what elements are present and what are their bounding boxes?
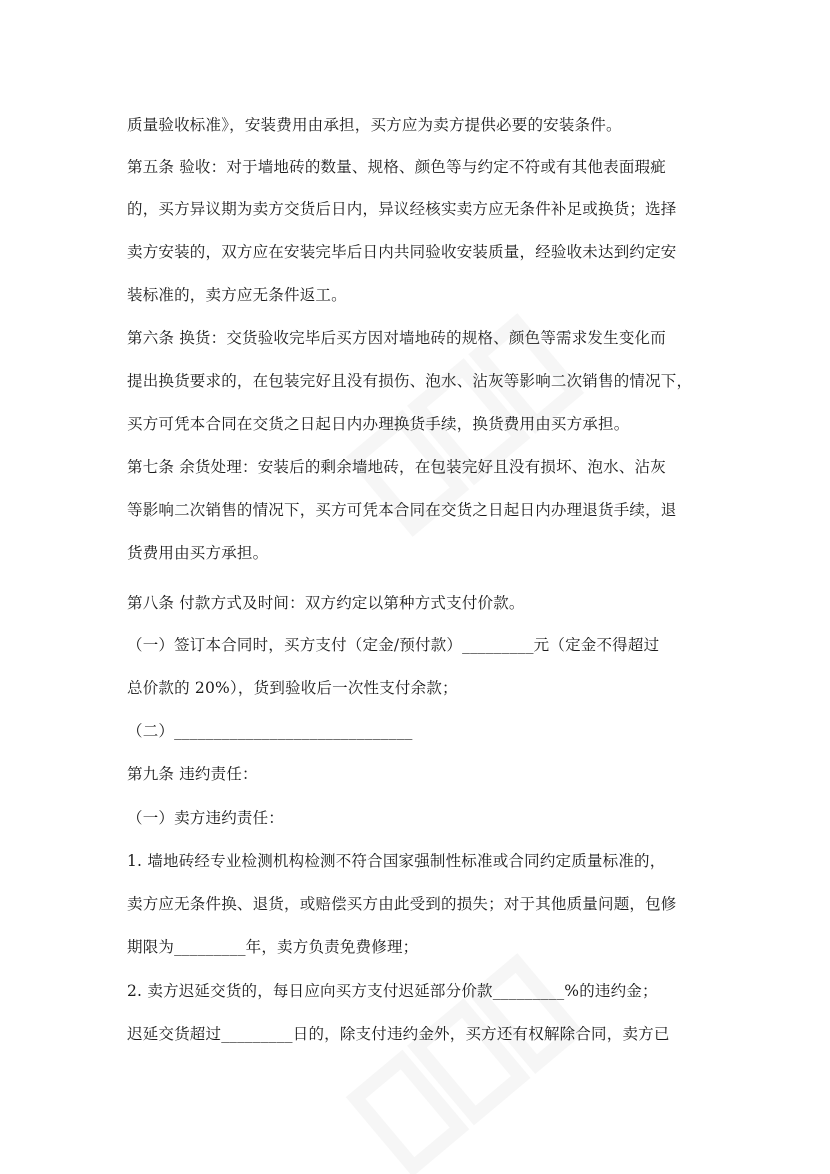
text-line: 第八条 付款方式及时间：双方约定以第种方式支付价款。 <box>127 594 525 612</box>
text-line: 的，买方异议期为卖方交货后日内，异议经核实卖方应无条件补足或换货；选择 <box>127 200 677 218</box>
text-line: （二）______________________________ <box>127 722 413 740</box>
text-line: 卖方应无条件换、退货，或赔偿买方由此受到的损失；对于其他质量问题，包修 <box>127 895 677 913</box>
text-line: 第五条 验收：对于墙地砖的数量、规格、颜色等与约定不符或有其他表面瑕疵 <box>127 158 666 176</box>
text-line: 期限为_________年，卖方负责免费修理； <box>127 938 419 956</box>
text-line: （一）签订本合同时，买方支付（定金/预付款）_________元（定金不得超过 <box>127 636 660 654</box>
text-line: 货费用由买方承担。 <box>127 544 269 562</box>
text-line: 1. 墙地砖经专业检测机构检测不符合国家强制性标准或合同约定质量标准的， <box>127 852 666 870</box>
text-line: 第六条 换货：交货验收完毕后买方因对墙地砖的规格、颜色等需求发生变化而 <box>127 329 666 347</box>
text-line: 等影响二次销售的情况下，买方可凭本合同在交货之日起日内办理退货手续，退 <box>127 501 677 519</box>
text-line: 装标准的，卖方应无条件返工。 <box>127 286 347 304</box>
text-line: 卖方安装的，双方应在安装完毕后日内共同验收安装质量，经验收未达到约定安 <box>127 243 677 261</box>
text-line: 第九条 违约责任： <box>127 765 258 783</box>
text-line: 迟延交货超过_________日的，除支付违约金外，买方还有权解除合同，卖方已 <box>127 1025 670 1043</box>
text-line: 总价款的 20%），货到验收后一次性支付余款； <box>127 679 458 697</box>
text-line: 提出换货要求的，在包装完好且没有损伤、泡水、沾灰等影响二次销售的情况下， <box>127 372 693 390</box>
text-line: （一）卖方违约责任： <box>127 809 285 827</box>
text-line: 买方可凭本合同在交货之日起日内办理换货手续，换货费用由买方承担。 <box>127 415 630 433</box>
text-line: 2. 卖方迟延交货的，每日应向买方支付迟延部分价款_________%的违约金； <box>127 982 658 1000</box>
text-line: 质量验收标准》，安装费用由承担，买方应为卖方提供必要的安装条件。 <box>127 116 622 134</box>
text-line: 第七条 余货处理：安装后的剩余墙地砖，在包装完好且没有损坏、泡水、沾灰 <box>127 458 666 476</box>
